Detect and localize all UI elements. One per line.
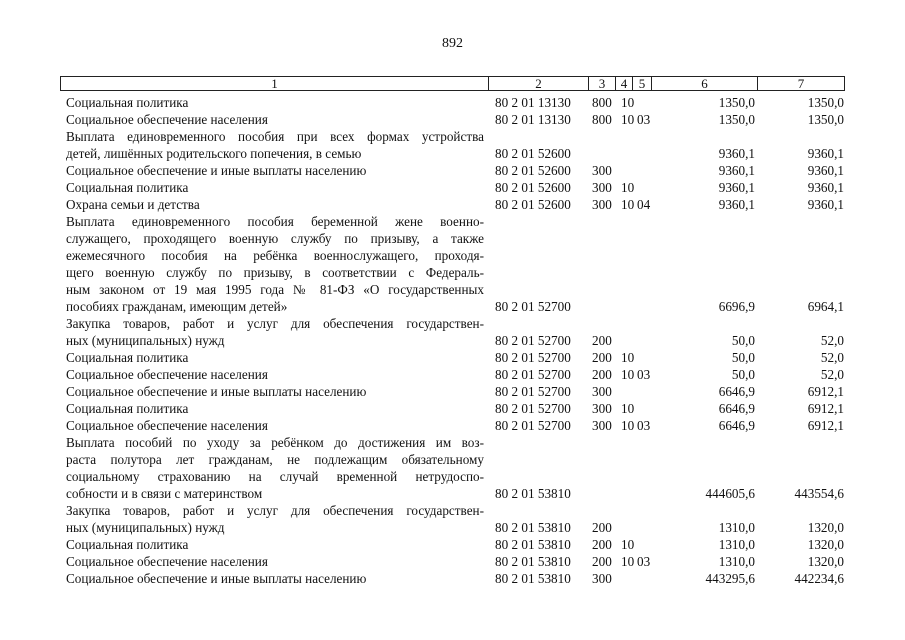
- row-name-line: Закупка товаров, работ и услуг для обеспечения государствен-: [66, 503, 484, 518]
- row-value-col-6: 443295,6: [705, 571, 755, 586]
- row-name-line: Социальная политика: [66, 350, 189, 365]
- row-value-col-6: 9360,1: [718, 197, 755, 212]
- row-value-col-7: 52,0: [820, 350, 844, 365]
- table-row: [0, 383, 905, 400]
- row-name-line: Выплата единовременного пособия при всех формах устройства: [66, 129, 484, 144]
- table-row: [0, 94, 905, 111]
- table-row: [0, 349, 905, 366]
- row-value-col-7: 9360,1: [807, 146, 844, 161]
- row-value-col-6: 6696,9: [718, 299, 755, 314]
- row-value-col-6: 1350,0: [718, 95, 755, 110]
- row-value-col-7: 6912,1: [807, 384, 844, 399]
- row-section-3: 200: [592, 350, 612, 365]
- row-section-3: 300: [592, 384, 612, 399]
- table-row: [0, 400, 905, 417]
- table-row: [0, 315, 905, 349]
- table-row: [0, 570, 905, 587]
- row-name-line: раста полутора лет гражданам, не подлежащим обязательному: [66, 452, 484, 467]
- row-value-col-6: 6646,9: [718, 384, 755, 399]
- table-row: [0, 196, 905, 213]
- row-code: 80 2 01 52700: [495, 418, 571, 433]
- row-section-3: 300: [592, 418, 612, 433]
- row-section-4: 10: [621, 554, 635, 569]
- row-section-3: 200: [592, 554, 612, 569]
- table-row: [0, 553, 905, 570]
- header-col-6: 6: [651, 76, 758, 91]
- row-name-line: Социальное обеспечение населения: [66, 112, 268, 127]
- row-name: [66, 315, 484, 349]
- row-value-col-7: 443554,6: [794, 486, 844, 501]
- row-code: 80 2 01 52700: [495, 384, 571, 399]
- row-value-col-6: 50,0: [731, 367, 755, 382]
- row-name: [66, 536, 484, 553]
- row-section-3: 300: [592, 571, 612, 586]
- row-value-col-6: 6646,9: [718, 401, 755, 416]
- row-section-4: 10: [621, 537, 635, 552]
- row-value-col-7: 6912,1: [807, 418, 844, 433]
- row-section-4: 10: [621, 401, 635, 416]
- page-number: 892: [442, 36, 463, 51]
- row-section-4: 10: [621, 350, 635, 365]
- row-name-line: Выплата пособий по уходу за ребёнком до достижения им воз-: [66, 435, 484, 450]
- table-row: [0, 162, 905, 179]
- row-name: [66, 349, 484, 366]
- row-code: 80 2 01 52600: [495, 163, 571, 178]
- row-value-col-7: 1320,0: [807, 537, 844, 552]
- row-value-col-6: 1310,0: [718, 520, 755, 535]
- row-code: 80 2 01 52600: [495, 180, 571, 195]
- row-section-3: 200: [592, 520, 612, 535]
- table-row: [0, 179, 905, 196]
- row-section-3: 300: [592, 180, 612, 195]
- row-value-col-6: 9360,1: [718, 180, 755, 195]
- row-name-line: социальному страхованию на случай временной нетрудоспо-: [66, 469, 484, 484]
- row-value-col-7: 6912,1: [807, 401, 844, 416]
- row-value-col-6: 1310,0: [718, 554, 755, 569]
- header-col-5: 5: [632, 76, 652, 91]
- row-name: [66, 213, 484, 315]
- row-value-col-7: 9360,1: [807, 180, 844, 195]
- row-section-4: 10: [621, 367, 635, 382]
- row-value-col-7: 52,0: [820, 333, 844, 348]
- row-name-line: Социальное обеспечение населения: [66, 367, 268, 382]
- table-row: [0, 128, 905, 162]
- row-code: 80 2 01 53810: [495, 520, 571, 535]
- row-name: [66, 570, 484, 587]
- row-value-col-7: 1320,0: [807, 520, 844, 535]
- row-name: [66, 111, 484, 128]
- row-name: [66, 383, 484, 400]
- row-name-line: щего военную службу по призыву, в соответствии с Федераль-: [66, 265, 484, 280]
- table-row: [0, 502, 905, 536]
- row-section-4: 10: [621, 180, 635, 195]
- row-name-line: Социальное обеспечение и иные выплаты населению: [66, 163, 367, 178]
- row-section-5: 03: [637, 112, 651, 127]
- row-name-line: детей, лишённых родительского попечения, в семью: [66, 146, 362, 161]
- row-name-line: ных (муниципальных) нужд: [66, 333, 225, 348]
- row-name-line: Закупка товаров, работ и услуг для обеспечения государствен-: [66, 316, 484, 331]
- row-name-line: Социальное обеспечение и иные выплаты населению: [66, 384, 367, 399]
- row-name-line: служащего, проходящего военную службу по призыву, а также: [66, 231, 484, 246]
- row-value-col-6: 50,0: [731, 333, 755, 348]
- row-name-line: Выплата единовременного пособия беременной жене военно-: [66, 214, 484, 229]
- row-name: [66, 94, 484, 111]
- row-code: 80 2 01 13130: [495, 95, 571, 110]
- row-section-5: 03: [637, 367, 651, 382]
- row-section-3: 300: [592, 401, 612, 416]
- row-name: [66, 553, 484, 570]
- header-col-2: 2: [488, 76, 589, 91]
- row-name-line: ных (муниципальных) нужд: [66, 520, 225, 535]
- row-name-line: ным законом от 19 мая 1995 года № 81-ФЗ «О государственных: [66, 282, 484, 297]
- row-section-4: 10: [621, 418, 635, 433]
- row-code: 80 2 01 52700: [495, 333, 571, 348]
- row-value-col-7: 1350,0: [807, 112, 844, 127]
- row-value-col-7: 52,0: [820, 367, 844, 382]
- row-code: 80 2 01 53810: [495, 537, 571, 552]
- row-section-4: 10: [621, 112, 635, 127]
- row-section-3: 800: [592, 95, 612, 110]
- row-name-line: ежемесячного пособия на ребёнка военнослужащего, проходя-: [66, 248, 484, 263]
- row-section-3: 800: [592, 112, 612, 127]
- row-value-col-6: 50,0: [731, 350, 755, 365]
- row-code: 80 2 01 52600: [495, 197, 571, 212]
- row-section-3: 200: [592, 333, 612, 348]
- row-name: [66, 366, 484, 383]
- header-col-4: 4: [615, 76, 633, 91]
- row-name: [66, 417, 484, 434]
- table-row: [0, 434, 905, 502]
- row-name-line: Социальная политика: [66, 180, 189, 195]
- row-section-4: 10: [621, 95, 635, 110]
- row-section-5: 04: [637, 197, 651, 212]
- row-section-4: 10: [621, 197, 635, 212]
- row-name-line: Социальное обеспечение населения: [66, 554, 268, 569]
- row-code: 80 2 01 13130: [495, 112, 571, 127]
- row-name-line: Социальная политика: [66, 537, 189, 552]
- row-value-col-6: 6646,9: [718, 418, 755, 433]
- row-value-col-6: 444605,6: [705, 486, 755, 501]
- row-name-line: Социальная политика: [66, 401, 189, 416]
- header-col-3: 3: [588, 76, 616, 91]
- row-code: 80 2 01 53810: [495, 486, 571, 501]
- row-value-col-7: 1350,0: [807, 95, 844, 110]
- row-section-3: 300: [592, 197, 612, 212]
- row-code: 80 2 01 53810: [495, 554, 571, 569]
- row-code: 80 2 01 52700: [495, 350, 571, 365]
- row-name-line: Социальная политика: [66, 95, 189, 110]
- table-row: [0, 417, 905, 434]
- header-col-1: 1: [60, 76, 489, 91]
- row-value-col-6: 9360,1: [718, 163, 755, 178]
- row-section-3: 300: [592, 163, 612, 178]
- row-value-col-7: 6964,1: [807, 299, 844, 314]
- row-name-line: пособиях гражданам, имеющим детей»: [66, 299, 288, 314]
- row-name: [66, 434, 484, 502]
- table-row: [0, 213, 905, 315]
- row-section-3: 200: [592, 367, 612, 382]
- table-row: [0, 366, 905, 383]
- row-section-3: 200: [592, 537, 612, 552]
- table-row: [0, 111, 905, 128]
- row-name-line: Социальное обеспечение населения: [66, 418, 268, 433]
- row-code: 80 2 01 52700: [495, 367, 571, 382]
- row-name-line: Охрана семьи и детства: [66, 197, 200, 212]
- row-name: [66, 162, 484, 179]
- row-name: [66, 128, 484, 162]
- row-value-col-7: 1320,0: [807, 554, 844, 569]
- row-section-5: 03: [637, 554, 651, 569]
- row-name: [66, 196, 484, 213]
- row-name: [66, 400, 484, 417]
- row-code: 80 2 01 53810: [495, 571, 571, 586]
- row-code: 80 2 01 52700: [495, 401, 571, 416]
- table-row: [0, 536, 905, 553]
- row-name: [66, 179, 484, 196]
- row-name-line: собности и в связи с материнством: [66, 486, 263, 501]
- row-value-col-7: 442234,6: [794, 571, 844, 586]
- row-code: 80 2 01 52600: [495, 146, 571, 161]
- row-value-col-6: 9360,1: [718, 146, 755, 161]
- row-name-line: Социальное обеспечение и иные выплаты населению: [66, 571, 367, 586]
- row-value-col-6: 1310,0: [718, 537, 755, 552]
- row-value-col-6: 1350,0: [718, 112, 755, 127]
- row-name: [66, 502, 484, 536]
- row-value-col-7: 9360,1: [807, 197, 844, 212]
- row-code: 80 2 01 52700: [495, 299, 571, 314]
- row-value-col-7: 9360,1: [807, 163, 844, 178]
- row-section-5: 03: [637, 418, 651, 433]
- header-col-7: 7: [757, 76, 845, 91]
